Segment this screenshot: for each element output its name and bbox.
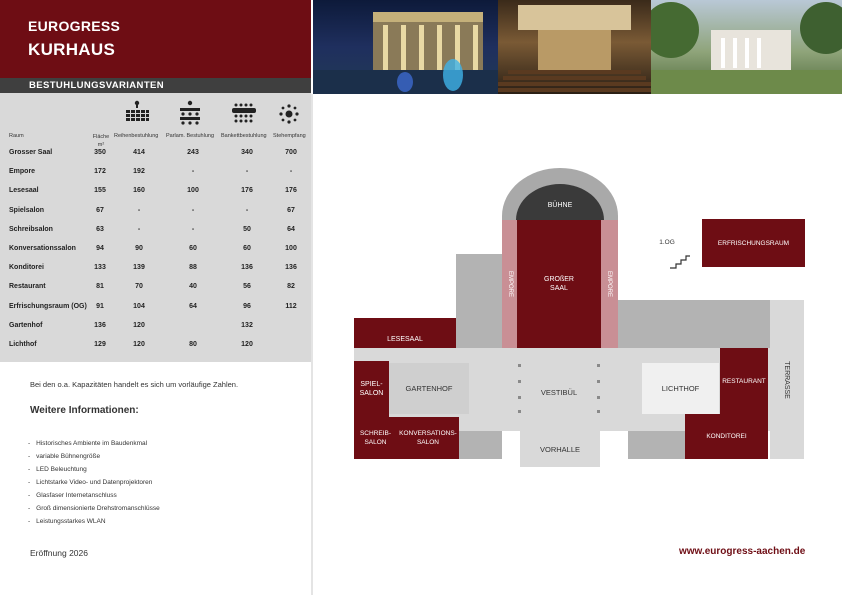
table-cell-value: 96 [243, 303, 251, 310]
photo-kurhaus-day [651, 0, 842, 94]
vestibuel-columns [515, 362, 605, 414]
table-cell-value: 60 [189, 245, 197, 252]
feature-item: - variable Bühnengröße [28, 450, 160, 463]
table-cell-value: 120 [133, 341, 145, 348]
col-header-reihen: Reihenbestuhlung [114, 133, 159, 139]
table-cell-value: 350 [94, 149, 106, 156]
table-cell-value: 50 [243, 226, 251, 233]
table-cell-value: - [137, 207, 141, 214]
table-cell-value: 136 [94, 322, 106, 329]
label-terrasse: TERRASSE [783, 361, 791, 399]
table-cell-value: 104 [133, 303, 145, 310]
table-cell-value: - [245, 207, 249, 214]
table-cell-value: 64 [287, 226, 295, 233]
table-cell-value: 172 [94, 168, 106, 175]
room-lichthof: LICHTHOF [642, 363, 719, 414]
table-cell-value: 100 [285, 245, 297, 252]
table-cell-value: 129 [94, 341, 106, 348]
table-cell-room: Konversationssalon [9, 245, 76, 252]
table-cell-value: 120 [133, 322, 145, 329]
table-cell-room: Erfrischungsraum (OG) [9, 303, 87, 310]
table-cell-value: 700 [285, 149, 297, 156]
room-spielsalon: SPIEL- SALON [354, 361, 389, 417]
capacity-note: Bei den o.a. Kapazitäten handelt es sich um vorläufige Zahlen. [30, 380, 239, 389]
table-cell-value: - [137, 226, 141, 233]
table-cell-value: 94 [96, 245, 104, 252]
brand-line-1: EUROGRESS [28, 18, 121, 34]
table-cell-room: Grosser Saal [9, 149, 53, 156]
side-block-bottom-right [628, 431, 685, 459]
page-divider [311, 94, 313, 595]
table-cell-value: - [245, 168, 249, 175]
table-cell-room: Empore [9, 168, 36, 175]
room-konversationssalon: KONVERSATIONS- SALON [397, 417, 459, 459]
table-cell-room: Spielsalon [9, 207, 45, 214]
more-info-title: Weitere Informationen: [30, 405, 139, 416]
room-konditorei: KONDITOREI [685, 414, 768, 459]
table-cell-value: - [191, 207, 195, 214]
room-grosser-saal: GROßER SAAL [517, 220, 601, 348]
table-cell-value: 139 [133, 264, 145, 271]
table-cell-value: 70 [135, 283, 143, 290]
table-cell-room: Konditorei [9, 264, 44, 271]
table-cell-value: 81 [96, 283, 104, 290]
table-cell-value: 88 [189, 264, 197, 271]
side-block-left [456, 254, 502, 348]
feature-item: - Lichtstarke Video- und Datenprojektoren [28, 476, 160, 489]
feature-item: - Glasfaser Internetanschluss [28, 489, 160, 502]
table-cell-value: 133 [94, 264, 106, 271]
brand-line-2: KURHAUS [28, 40, 116, 59]
stehempfang-icon [275, 104, 303, 130]
table-cell-value: 40 [189, 283, 197, 290]
table-cell-room: Lesesaal [9, 187, 39, 194]
feature-item: - Groß dimensionierte Drehstromanschlüsse [28, 502, 160, 515]
table-cell-value: 112 [285, 303, 297, 310]
table-cell-value: 91 [96, 303, 104, 310]
table-cell-value: 155 [94, 187, 106, 194]
table-cell-value: 90 [135, 245, 143, 252]
photo-strip [313, 0, 842, 94]
feature-item: - Leistungsstarkes WLAN [28, 515, 160, 528]
table-cell-value: 80 [189, 341, 197, 348]
table-cell-room: Schreibsalon [9, 226, 53, 233]
label-empore-right: EMPORE [606, 270, 613, 297]
col-header-flaeche: Fläche m² [92, 134, 110, 148]
table-cell-value: 100 [187, 187, 199, 194]
table-cell-value: 67 [287, 207, 295, 214]
table-cell-value: 340 [241, 149, 253, 156]
col-header-raum: Raum [9, 133, 24, 139]
parlament-seating-icon [177, 100, 203, 130]
brand-block [0, 0, 311, 78]
table-cell-value: 56 [243, 283, 251, 290]
col-header-parlament: Parlam. Bestuhlung [166, 133, 214, 139]
table-cell-value: 136 [285, 264, 297, 271]
table-cell-value: 136 [241, 264, 253, 271]
table-cell-room: Lichthof [9, 341, 37, 348]
room-gartenhof: GARTENHOF [389, 363, 469, 414]
opening-date: Eröffnung 2026 [30, 548, 88, 558]
feature-item: - Historisches Ambiente im Baudenkmal [28, 437, 160, 450]
table-cell-value: - [191, 226, 195, 233]
table-cell-value: 63 [96, 226, 104, 233]
photo-hall-interior [498, 0, 651, 94]
feature-list [28, 437, 160, 528]
room-erfrischungsraum: ERFRISCHUNGSRAUM [702, 219, 805, 267]
table-cell-value: 67 [96, 207, 104, 214]
side-block-bottom-left [459, 431, 502, 459]
room-restaurant: RESTAURANT [720, 348, 768, 414]
label-empore-left: EMPORE [507, 270, 514, 297]
label-vestibuel: VESTIBÜL [540, 387, 578, 397]
feature-item: - LED Beleuchtung [28, 463, 160, 476]
capacity-table-panel [0, 78, 311, 362]
photo-kurhaus-night [313, 0, 498, 94]
table-cell-value: 160 [133, 187, 145, 194]
table-cell-value: - [191, 168, 195, 175]
website-link[interactable]: www.eurogress-aachen.de [679, 546, 806, 557]
table-cell-value: 60 [243, 245, 251, 252]
room-vorhalle: VORHALLE [520, 431, 600, 467]
bankett-seating-icon [230, 103, 258, 125]
stairs-icon [668, 254, 692, 270]
col-header-bankett: Bankettbestuhlung [221, 133, 267, 139]
table-cell-value: 132 [241, 322, 253, 329]
section-title: BESTUHLUNGSVARIANTEN [29, 80, 165, 91]
label-og: 1.OG [659, 238, 675, 246]
section-bar [0, 78, 311, 93]
reihen-seating-icon [124, 100, 150, 124]
table-cell-value: 82 [287, 283, 295, 290]
table-cell-room: Gartenhof [9, 322, 43, 329]
table-cell-value: 414 [133, 149, 145, 156]
table-cell-value: 176 [241, 187, 253, 194]
table-cell-value: - [289, 168, 293, 175]
table-cell-value: 64 [189, 303, 197, 310]
room-schreibsalon: SCHREIB- SALON [354, 417, 397, 459]
table-cell-room: Restaurant [9, 283, 46, 290]
stage-arch [502, 168, 618, 220]
side-block-right [618, 300, 770, 348]
room-buehne: BÜHNE [547, 201, 573, 209]
table-cell-value: 192 [133, 168, 145, 175]
table-cell-value: 243 [187, 149, 199, 156]
col-header-stehempfang: Stehempfang [273, 133, 306, 139]
room-lesesaal: LESESAAL [354, 318, 456, 361]
table-cell-value: 120 [241, 341, 253, 348]
table-cell-value: 176 [285, 187, 297, 194]
